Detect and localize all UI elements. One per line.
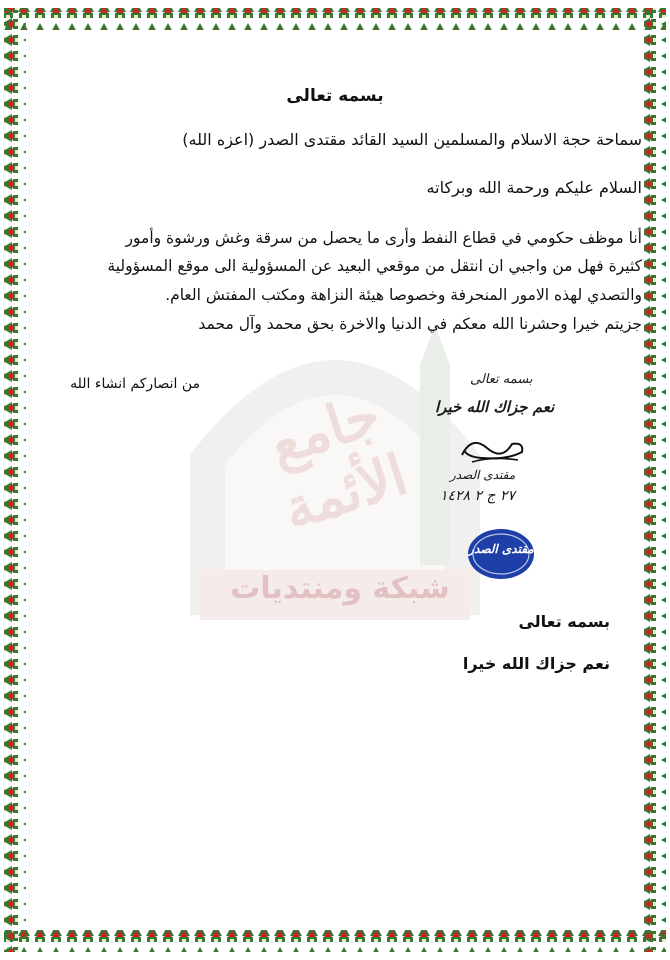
letter-body-line-4: جزيتم خيرا وحشرنا الله معكم في الدنيا والاخرة بحق محمد وآل محمد [198,315,642,333]
handwritten-heading: بسمه تعالى [470,372,533,387]
letter-closing: من انصاركم انشاء الله [70,376,200,392]
handwritten-date: ٢٧ ج ٢ ١٤٢٨ [440,488,516,504]
handwritten-name: مقتدى الصدر [450,468,516,482]
letter-body-line-3: والتصدي لهذه الامور المنحرفة وخصوصا هيئة النزاهة ومكتب المفتش العام. [165,286,642,304]
watermark-title: جامع الأئمة [261,381,416,544]
letter-body-line-2: كثيرة فهل من واجبي ان انتقل من موقعي البعيد عن المسؤولية الى موقع المسؤولية [107,257,642,275]
letter-addressee: سماحة حجة الاسلام والمسلمين السيد القائد مقتدى الصدر (اعزه الله) [182,130,642,149]
letter-greeting: السلام عليكم ورحمة الله وبركاته [426,178,642,197]
letter-heading: بسمه تعالى [286,86,384,106]
watermark-subtitle: شبكة ومنتديات [230,571,450,606]
reply-text: نعم جزاك الله خيرا [462,654,610,673]
reply-heading: بسمه تعالى [518,612,610,631]
seal-stamp-label: مقتدى الصدر [468,542,534,556]
handwritten-reply: نعم جزاك الله خيرا [435,398,555,416]
letter-body-line-1: أنا موظف حكومي في قطاع النفط وأرى ما يحصل من سرقة وغش ورشوة وأمور [125,229,642,247]
signature [452,430,532,470]
